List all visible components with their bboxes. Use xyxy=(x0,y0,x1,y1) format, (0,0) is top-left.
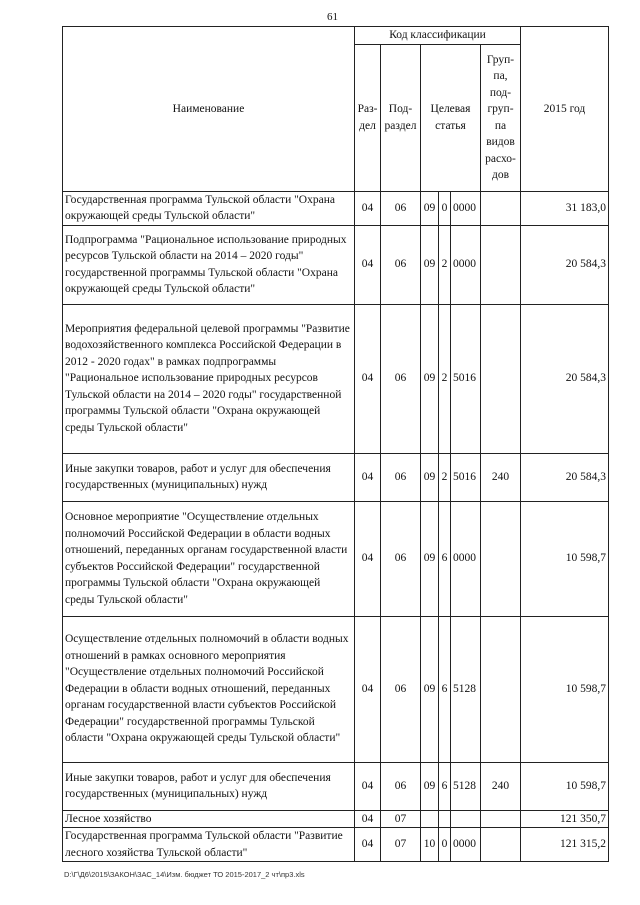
header-year: 2015 год xyxy=(521,27,609,192)
row-name: Основное мероприятие "Осуществление отдельных полномочий Российской Федерации в области водных отношений, переданных органам государственной власти субъектов Российской Федерации" государственной программы Тульской области "Охрана окружающей среды Тульской области" xyxy=(63,501,355,616)
row-name: Иные закупки товаров, работ и услуг для обеспечения государственных (муниципальных) нужд xyxy=(63,453,355,501)
row-group xyxy=(481,225,521,304)
row-group xyxy=(481,501,521,616)
row-razdel: 04 xyxy=(355,304,381,453)
row-target-1 xyxy=(421,810,439,828)
row-podrazdel: 06 xyxy=(381,304,421,453)
header-podrazdel: Под- раздел xyxy=(381,44,421,191)
row-name: Государственная программа Тульской области "Охрана окружающей среды Тульской области" xyxy=(63,191,355,225)
row-name: Мероприятия федеральной целевой программы "Развитие водохозяйственного комплекса Российской Федерации в 2012 - 2020 годах" в рамках подпрограммы "Рациональное использование природных ресурсов Тульской области на 2014 – 2020 годы" государственной программы Тульской области "Охрана окружающей среды Тульской области" xyxy=(63,304,355,453)
row-name: Иные закупки товаров, работ и услуг для обеспечения государственных (муниципальных) нужд xyxy=(63,762,355,810)
row-target-3: 0000 xyxy=(451,828,481,862)
row-target-1: 09 xyxy=(421,616,439,762)
row-value: 10 598,7 xyxy=(521,501,609,616)
row-target-3: 5128 xyxy=(451,762,481,810)
row-podrazdel: 07 xyxy=(381,810,421,828)
table-row xyxy=(63,828,609,862)
budget-table xyxy=(62,26,609,862)
row-target-3: 5016 xyxy=(451,453,481,501)
row-target-3: 0000 xyxy=(451,225,481,304)
row-podrazdel: 06 xyxy=(381,762,421,810)
header-name: Наименование xyxy=(63,27,355,192)
header-target: Целевая статья xyxy=(421,44,481,191)
row-target-2 xyxy=(439,810,451,828)
row-target-2: 0 xyxy=(439,828,451,862)
row-target-1: 09 xyxy=(421,762,439,810)
row-target-3: 0000 xyxy=(451,501,481,616)
table-row xyxy=(63,191,609,225)
row-value: 31 183,0 xyxy=(521,191,609,225)
file-path-footer: D:\Г\Д6\2015\ЗАКОН\ЗАС_14\Изм. бюджет ТО 2015-2017_2 чт\пр3.xls xyxy=(64,870,305,879)
row-target-2: 2 xyxy=(439,225,451,304)
header-code-group: Код классификации xyxy=(355,27,521,45)
table-row xyxy=(63,225,609,304)
row-razdel: 04 xyxy=(355,225,381,304)
row-razdel: 04 xyxy=(355,616,381,762)
row-group xyxy=(481,810,521,828)
row-group xyxy=(481,304,521,453)
row-target-1: 09 xyxy=(421,453,439,501)
row-name: Подпрограмма "Рациональное использование природных ресурсов Тульской области на 2014 – 2020 годы" государственной программы Тульской области "Охрана окружающей среды Тульской области" xyxy=(63,225,355,304)
row-group: 240 xyxy=(481,453,521,501)
header-group: Груп- па, под- груп- па видов расхо- дов xyxy=(481,44,521,191)
row-group: 240 xyxy=(481,762,521,810)
row-razdel: 04 xyxy=(355,191,381,225)
row-value: 20 584,3 xyxy=(521,453,609,501)
row-podrazdel: 06 xyxy=(381,616,421,762)
row-razdel: 04 xyxy=(355,453,381,501)
table-row xyxy=(63,810,609,828)
row-target-2: 6 xyxy=(439,762,451,810)
table-row xyxy=(63,304,609,453)
row-podrazdel: 07 xyxy=(381,828,421,862)
row-target-3 xyxy=(451,810,481,828)
row-target-3: 5128 xyxy=(451,616,481,762)
row-target-1: 09 xyxy=(421,225,439,304)
row-group xyxy=(481,616,521,762)
row-target-2: 2 xyxy=(439,304,451,453)
row-name: Лесное хозяйство xyxy=(63,810,355,828)
header-razdel: Раз- дел xyxy=(355,44,381,191)
row-target-2: 0 xyxy=(439,191,451,225)
row-target-3: 0000 xyxy=(451,191,481,225)
row-razdel: 04 xyxy=(355,810,381,828)
row-razdel: 04 xyxy=(355,828,381,862)
row-value: 121 315,2 xyxy=(521,828,609,862)
row-value: 121 350,7 xyxy=(521,810,609,828)
table-row xyxy=(63,616,609,762)
row-value: 20 584,3 xyxy=(521,304,609,453)
table-row xyxy=(63,501,609,616)
row-podrazdel: 06 xyxy=(381,225,421,304)
page-number: 61 xyxy=(327,11,338,23)
row-razdel: 04 xyxy=(355,501,381,616)
row-target-2: 2 xyxy=(439,453,451,501)
row-name: Государственная программа Тульской области "Развитие лесного хозяйства Тульской области" xyxy=(63,828,355,862)
table-row xyxy=(63,453,609,501)
row-group xyxy=(481,828,521,862)
table-row xyxy=(63,762,609,810)
row-target-1: 09 xyxy=(421,191,439,225)
row-target-2: 6 xyxy=(439,501,451,616)
row-name: Осуществление отдельных полномочий в области водных отношений в рамках основного мероприятия "Осуществление отдельных полномочий Российской Федерации в области водных отношений, переданных органам государственной власти субъектов Российской Федерации" государственной программы Тульской области "Охрана окружающей среды Тульской области" xyxy=(63,616,355,762)
row-group xyxy=(481,191,521,225)
row-target-3: 5016 xyxy=(451,304,481,453)
row-value: 10 598,7 xyxy=(521,762,609,810)
row-podrazdel: 06 xyxy=(381,501,421,616)
row-target-1: 10 xyxy=(421,828,439,862)
row-target-2: 6 xyxy=(439,616,451,762)
row-target-1: 09 xyxy=(421,304,439,453)
header-row-1 xyxy=(63,27,609,45)
row-podrazdel: 06 xyxy=(381,191,421,225)
row-target-1: 09 xyxy=(421,501,439,616)
row-value: 10 598,7 xyxy=(521,616,609,762)
row-value: 20 584,3 xyxy=(521,225,609,304)
row-podrazdel: 06 xyxy=(381,453,421,501)
row-razdel: 04 xyxy=(355,762,381,810)
